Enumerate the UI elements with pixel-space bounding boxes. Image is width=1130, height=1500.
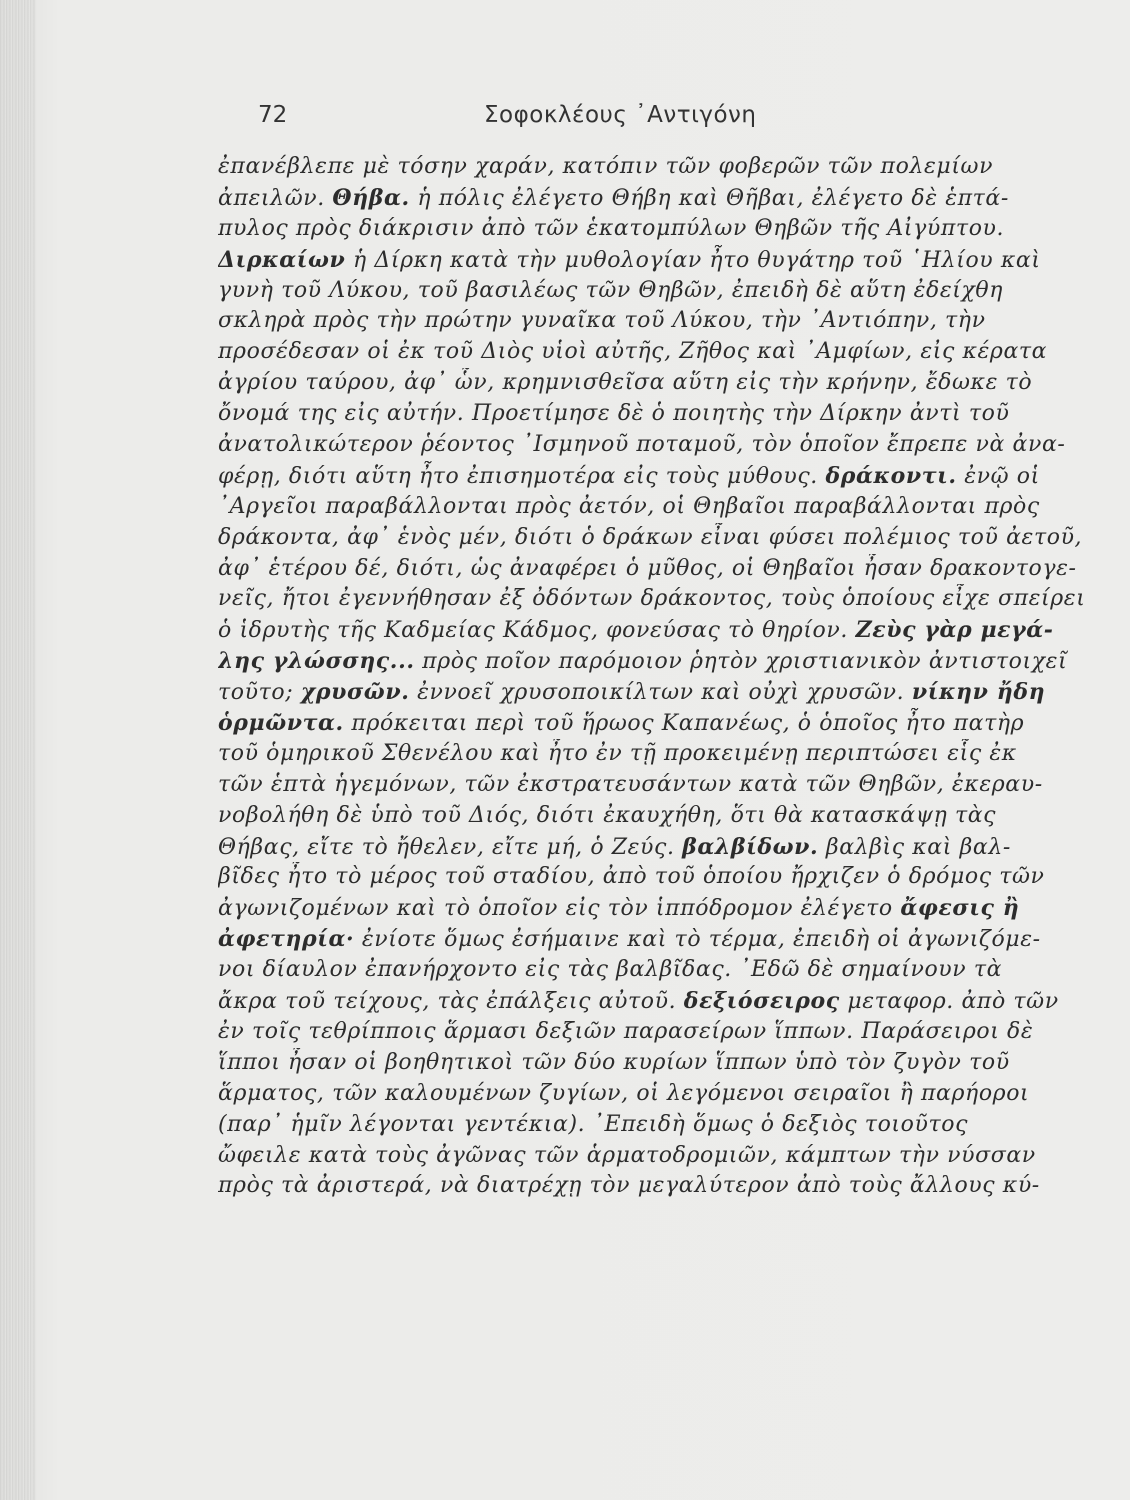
text-line [218,152,1098,183]
text-segment: νοι δίαυλον ἐπανήρχοντο εἰς τὰς βαλβῖδας. ᾿Εδῶ δὲ σημαίνουν τὰ [218,957,1003,983]
text-line [218,554,1098,585]
text-segment: πυλος πρὸς διάκρισιν ἀπὸ τῶν ἑκατομπύλων Θηβῶν τῆς Αἰγύπτου. [218,215,1005,241]
text-line [218,1171,1098,1202]
text-segment: ἐννοεῖ χρυσοποικίλτων καὶ οὐχὶ χρυσῶν. [409,680,912,706]
text-line [218,924,1098,955]
text-line [218,893,1098,924]
text-line [218,739,1098,770]
text-segment: βῖδες ἦτο τὸ μέρος τοῦ σταδίου, ἀπὸ τοῦ ὁποίου ἤρχιζεν ὁ δρόμος τῶν [218,864,1045,890]
lemma-term: Διρκαίων [218,246,346,273]
text-segment: ὄνομά της εἰς αὐτήν. Προετίμησε δὲ ὁ ποιητὴς τὴν Δίρκην ἀντὶ τοῦ [218,401,1010,427]
text-line [218,708,1098,739]
text-segment: ὁ ἱδρυτὴς τῆς Καδμείας Κάδμος, φονεύσας τὸ θηρίον. [218,618,856,644]
text-line [218,986,1098,1017]
text-line [218,306,1098,337]
text-line [218,862,1098,893]
text-line [218,615,1098,646]
lemma-term: χρυσῶν. [300,679,410,706]
text-segment: τοῦτο; [218,680,301,706]
text-line [218,1048,1098,1079]
lemma-term: βαλβίδων. [682,833,819,860]
text-line [218,677,1098,708]
text-segment: ἀνατολικώτερον ῥέοντος ᾿Ισμηνοῦ ποταμοῦ, τὸν ὁποῖον ἔπρεπε νὰ ἀνα- [218,432,1066,458]
running-title: Σοφοκλέους ᾿Αντιγόνη [484,102,757,128]
text-line [218,399,1098,430]
text-line [218,245,1098,276]
text-segment: γυνὴ τοῦ Λύκου, τοῦ βασιλέως τῶν Θηβῶν, ἐπειδὴ δὲ αὕτη ἐδείχθη [218,277,1004,303]
text-line [218,770,1098,801]
lemma-term: δεξιόσειρος [683,988,840,1015]
lemma-term: ἀφετηρία· [218,926,355,953]
text-line [218,337,1098,368]
text-segment: βαλβὶς καὶ βαλ- [818,834,1011,860]
text-segment: πρόκειται περὶ τοῦ ἥρωος Καπανέως, ὁ ὁποῖος ἦτο πατὴρ [343,711,1025,737]
text-segment: προσέδεσαν οἱ ἐκ τοῦ Διὸς υἱοὶ αὐτῆς, Ζῆθος καὶ ᾿Αμφίων, εἰς κέρατα [218,339,1048,365]
text-segment: Θήβας, εἴτε τὸ ἤθελεν, εἴτε μή, ὁ Ζεύς. [218,834,683,860]
lemma-term: νίκην ἤδη [911,679,1046,706]
text-segment: ὤφειλε κατὰ τοὺς ἀγῶνας τῶν ἁρματοδρομιῶν, κάμπτων τὴν νύσσαν [218,1142,1036,1168]
text-line [218,523,1098,554]
lemma-term: Ζεὺς γὰρ μεγά- [855,617,1054,644]
text-segment: ἐπανέβλεπε μὲ τόσην χαράν, κατόπιν τῶν φοβερῶν τῶν πολεμίων [218,154,994,179]
text-segment: δράκοντα, ἀφ᾿ ἑνὸς μέν, διότι ὁ δράκων εἶναι φύσει πολέμιος τοῦ ἀετοῦ, [218,524,1083,550]
text-segment: μεταφορ. ἀπὸ τῶν [839,989,1059,1015]
text-segment: ἅρματος, τῶν καλουμένων ζυγίων, οἱ λεγόμενοι σειραῖοι ἢ παρήοροι [218,1080,1030,1106]
text-line [218,430,1098,461]
text-segment: ἐν τοῖς τεθρίπποις ἅρμασι δεξιῶν παρασείρων ἵππων. Παράσειροι δὲ [218,1018,1034,1044]
text-segment: τοῦ ὁμηρικοῦ Σθενέλου καὶ ἦτο ἐν τῇ προκειμένῃ περιπτώσει εἷς ἐκ [218,740,1017,766]
text-segment: φέρῃ, διότι αὕτη ἦτο ἐπισημοτέρα εἰς τοὺς μύθους. [218,463,826,489]
text-line [218,801,1098,832]
text-segment: ἐνῷ οἱ [956,463,1040,489]
text-line [218,183,1098,214]
text-segment: ᾿Αργεῖοι παραβάλλονται πρὸς ἀετόν, οἱ Θηβαῖοι παραβάλλονται πρὸς [218,493,1040,519]
text-line [218,955,1098,986]
text-line [218,1110,1098,1141]
text-segment: νεῖς, ἤτοι ἐγεννήθησαν ἐξ ὀδόντων δράκοντος, τοὺς ὁποίους εἶχε σπείρει [218,586,1086,612]
text-segment: ἡ πόλις ἐλέγετο Θήβη καὶ Θῆβαι, ἐλέγετο δὲ ἑπτά- [409,185,1009,211]
lemma-term: δράκοντι. [825,462,957,489]
page-header [0,100,1130,140]
text-segment: ἐνίοτε ὅμως ἐσήμαινε καὶ τὸ τέρμα, ἐπειδὴ οἱ ἀγωνιζόμε- [354,927,1041,953]
text-line [218,214,1098,245]
text-segment: τῶν ἑπτὰ ἡγεμόνων, τῶν ἐκστρατευσάντων κατὰ τῶν Θηβῶν, ἐκεραυ- [218,771,1043,797]
text-line [218,461,1098,492]
text-segment: νοβολήθη δὲ ὑπὸ τοῦ Διός, διότι ἐκαυχήθη, ὅτι θὰ κατασκάψῃ τὰς [218,802,997,828]
text-line [218,368,1098,399]
text-line [218,276,1098,307]
lemma-term: ὁρμῶντα. [218,710,344,737]
text-line [218,584,1098,615]
text-segment: πρὸς τὰ ἀριστερά, νὰ διατρέχῃ τὸν μεγαλύτερον ἀπὸ τοὺς ἄλλους κύ- [218,1173,1040,1199]
text-line [218,1141,1098,1172]
text-segment: ἀγωνιζομένων καὶ τὸ ὁποῖον εἰς τὸν ἱππόδρομον ἐλέγετο [218,896,901,922]
text-segment: (παρ᾿ ἡμῖν λέγονται γεντέκια). ᾿Επειδὴ ὅμως ὁ δεξιὸς τοιοῦτος [218,1111,968,1137]
text-line [218,832,1098,863]
text-segment: ἀπειλῶν. [218,185,333,211]
text-segment: ἀφ᾿ ἑτέρου δέ, διότι, ὡς ἀναφέρει ὁ μῦθος, οἱ Θηβαῖοι ἦσαν δρακοντογε- [218,555,1077,581]
text-segment: σκληρὰ πρὸς τὴν πρώτην γυναῖκα τοῦ Λύκου, τὴν ᾿Αντιόπην, τὴν [218,308,986,334]
page-binding-edge [0,0,36,1500]
text-segment: ἡ Δίρκη κατὰ τὴν μυθολογίαν ἦτο θυγάτηρ τοῦ ῾Ηλίου καὶ [345,247,1041,273]
lemma-term: Θήβα. [332,184,410,211]
text-line [218,492,1098,523]
text-segment: ἄκρα τοῦ τείχους, τὰς ἐπάλξεις αὐτοῦ. [218,989,684,1015]
text-segment: ἵπποι ἦσαν οἱ βοηθητικοὶ τῶν δύο κυρίων ἵππων ὑπὸ τὸν ζυγὸν τοῦ [218,1049,1010,1075]
text-segment: πρὸς ποῖον παρόμοιον ῥητὸν χριστιανικὸν ἀντιστοιχεῖ [414,649,1068,675]
lemma-term: λης γλώσσης... [218,648,415,675]
text-line [218,1079,1098,1110]
page-number: 72 [258,102,288,128]
commentary-text [218,152,1098,1202]
text-line [218,1017,1098,1048]
text-line [218,646,1098,677]
text-segment: ἀγρίου ταύρου, ἀφ᾿ ὧν, κρημνισθεῖσα αὕτη εἰς τὴν κρήνην, ἔδωκε τὸ [218,370,1033,396]
lemma-term: ἄφεσις ἢ [900,895,1020,922]
